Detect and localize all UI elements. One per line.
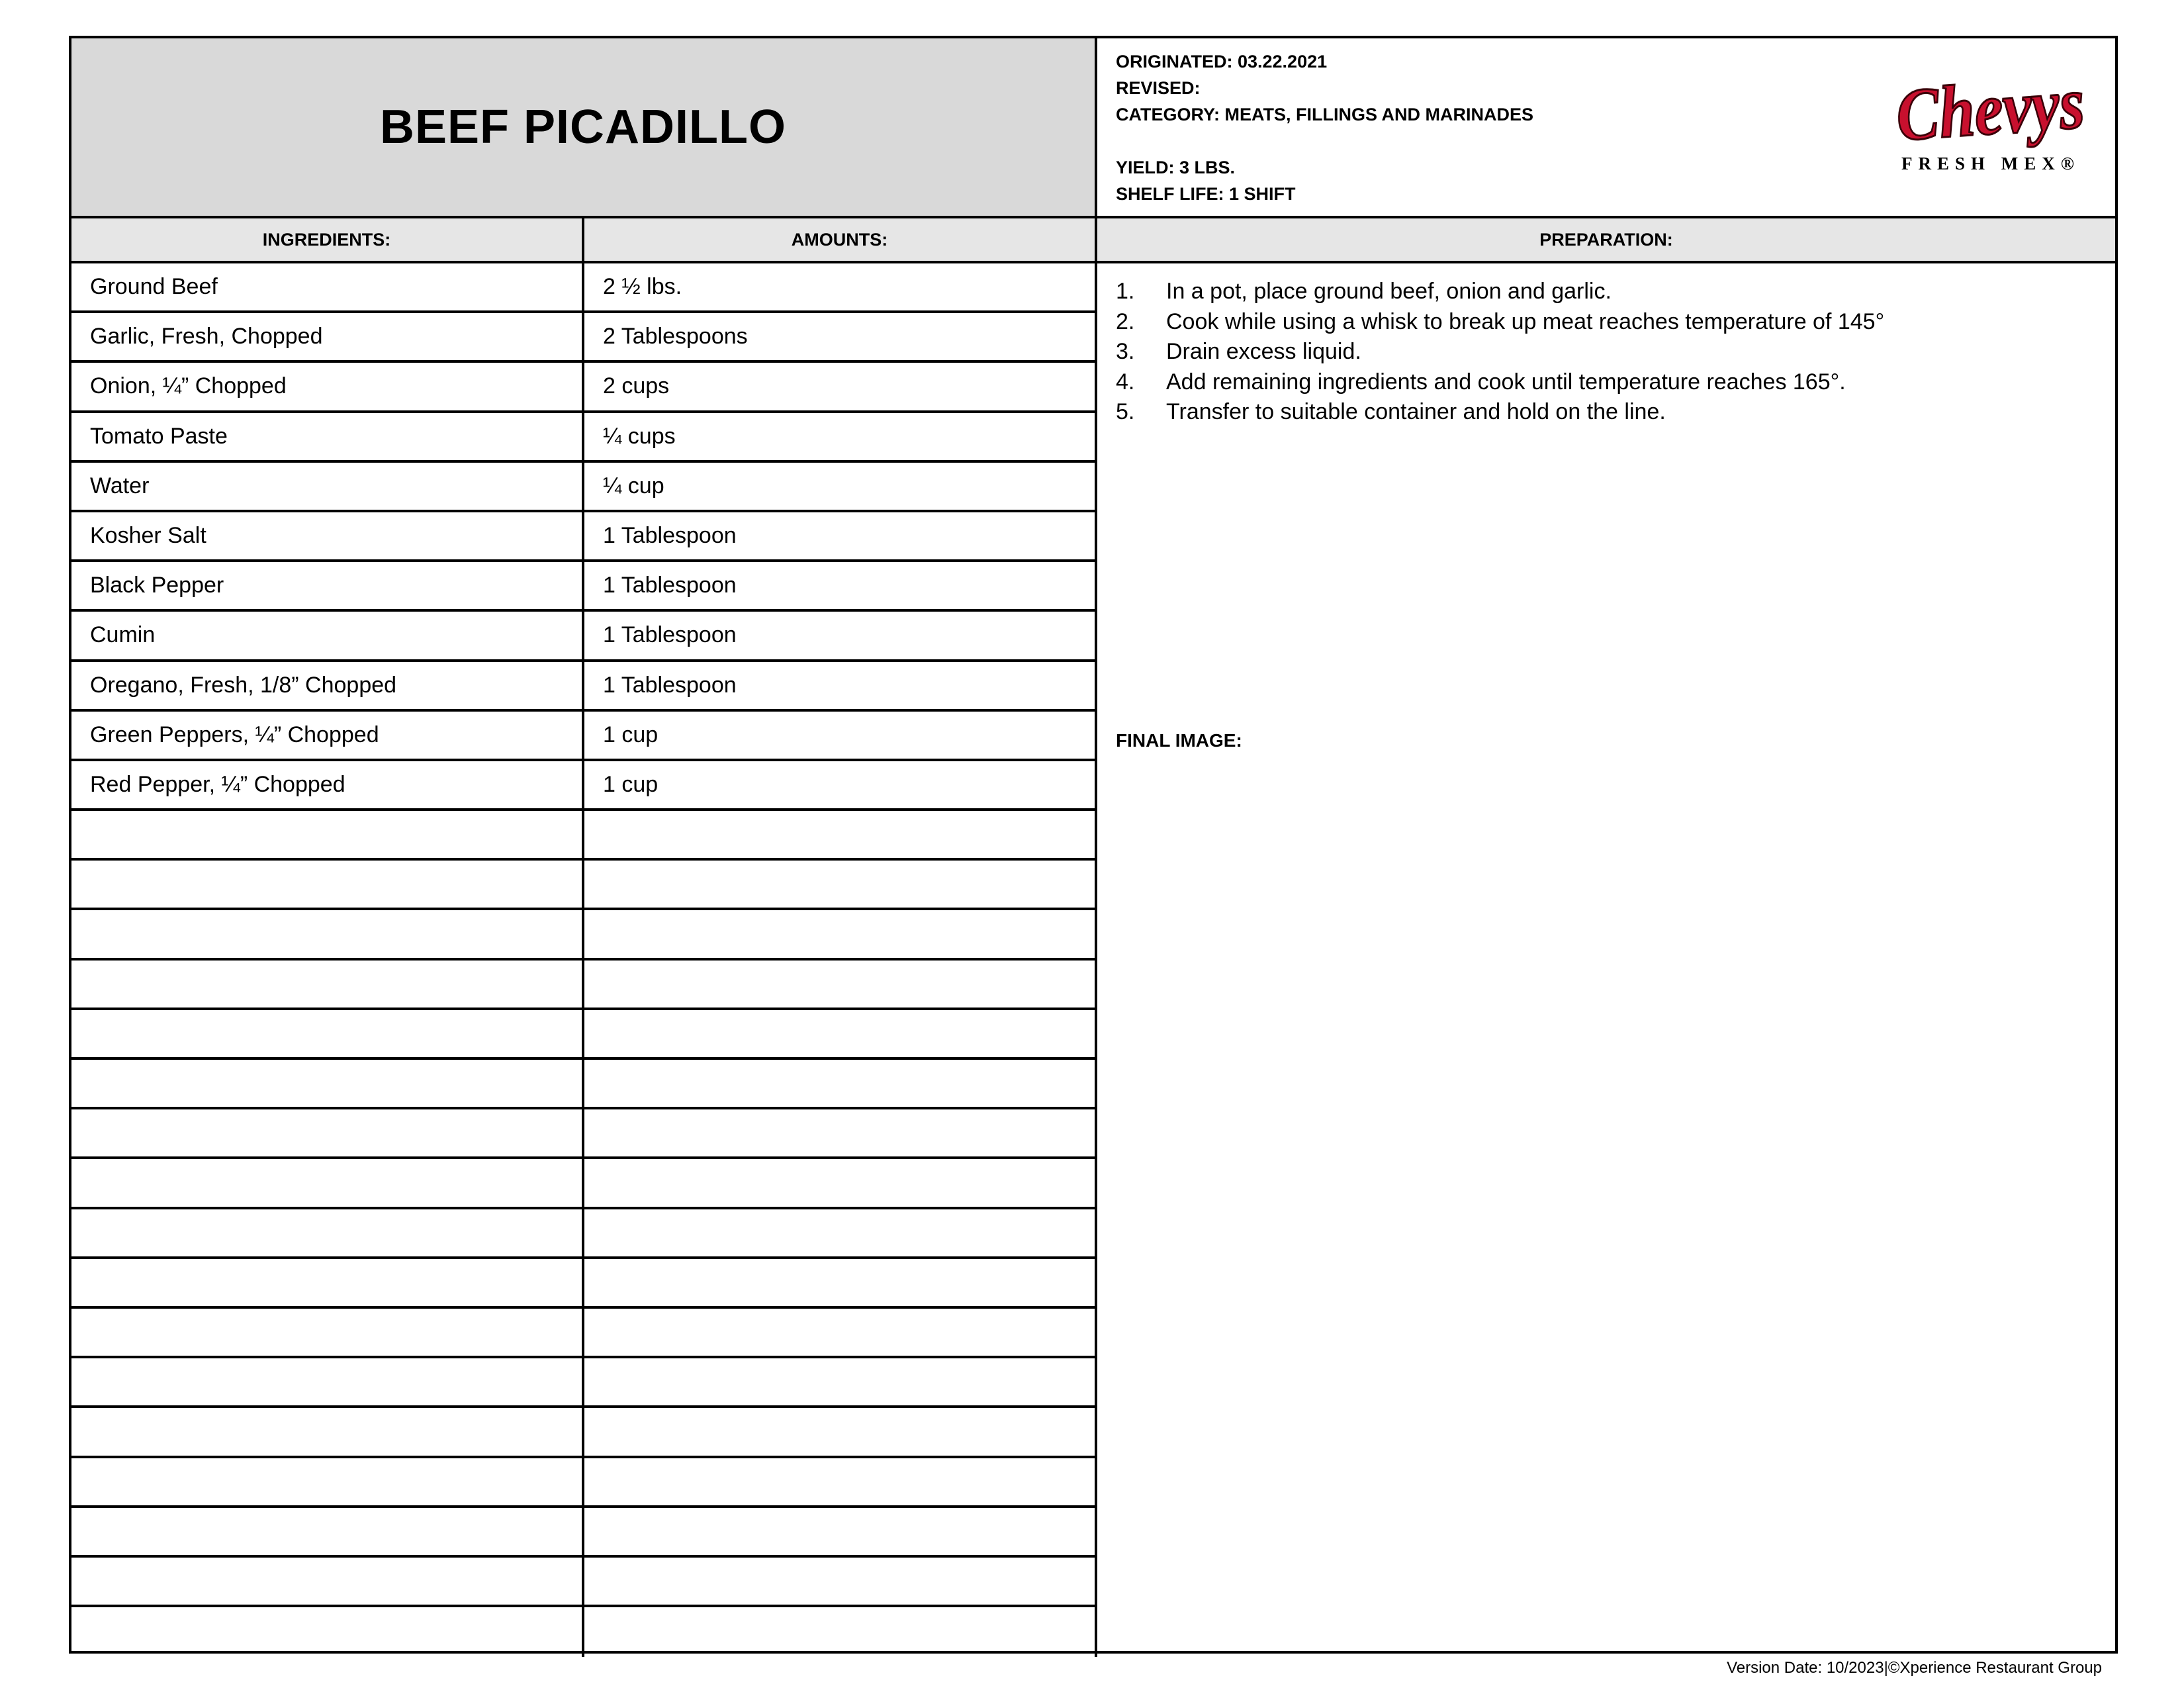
- ingredient-name: [71, 1508, 584, 1555]
- table-row: [71, 712, 1097, 761]
- table-row: [71, 1010, 1097, 1060]
- ingredient-name: [71, 1558, 584, 1605]
- ingredient-name: [71, 1109, 584, 1156]
- ingredient-name: Water: [71, 463, 584, 510]
- yield: YIELD: 3 LBS.: [1116, 158, 1236, 177]
- table-row: [71, 1408, 1097, 1458]
- ingredient-amount: [584, 861, 1097, 908]
- table-row: [71, 961, 1097, 1010]
- ingredient-name: Black Pepper: [71, 562, 584, 609]
- recipe-meta: [1097, 38, 2115, 218]
- table-row: [71, 263, 1097, 313]
- ingredient-name: [71, 961, 584, 1008]
- ingredient-amount: 2 Tablespoons: [584, 313, 1097, 360]
- ingredient-name: [71, 861, 584, 908]
- step-number: 1.: [1116, 279, 1135, 304]
- ingredient-name: Tomato Paste: [71, 413, 584, 460]
- ingredient-amount: 1 cup: [584, 761, 1097, 808]
- step-text: Add remaining ingredients and cook until temperature reaches 165°.: [1166, 369, 1846, 395]
- step-text: Cook while using a whisk to break up meat reaches temperature of 145°: [1166, 308, 1885, 334]
- ingredient-name: Ground Beef: [71, 263, 584, 310]
- table-row: [71, 861, 1097, 910]
- originated-date: ORIGINATED: 03.22.2021: [1116, 52, 1328, 71]
- table-row: [71, 1209, 1097, 1259]
- logo-tagline: FRESH MEX®: [1901, 154, 2080, 173]
- step-number: 3.: [1116, 339, 1135, 364]
- ingredient-name: Green Peppers, ¼” Chopped: [71, 712, 584, 759]
- preparation-step: [1116, 277, 1884, 307]
- ingredient-amount: [584, 1010, 1097, 1057]
- table-row: [71, 811, 1097, 861]
- ingredient-amount: [584, 1209, 1097, 1256]
- preparation-cell: [1097, 263, 2115, 1651]
- ingredient-name: [71, 1159, 584, 1206]
- ingredient-amount: ¼ cups: [584, 413, 1097, 460]
- ingredient-name: [71, 1358, 584, 1405]
- preparation-step: [1116, 397, 1884, 428]
- ingredient-amount: [584, 1259, 1097, 1306]
- ingredient-amount: [584, 1508, 1097, 1555]
- ingredient-amount: [584, 1558, 1097, 1605]
- table-row: [71, 1558, 1097, 1607]
- amounts-header: AMOUNTS:: [584, 218, 1097, 263]
- preparation-step: [1116, 367, 1884, 398]
- ingredient-name: [71, 811, 584, 858]
- preparation-step: [1116, 307, 1884, 338]
- table-row: [71, 413, 1097, 463]
- table-row: [71, 1159, 1097, 1209]
- ingredient-name: [71, 1458, 584, 1505]
- ingredient-name: [71, 1259, 584, 1306]
- chevys-logo: [1891, 60, 2117, 181]
- ingredient-amount: 2 ½ lbs.: [584, 263, 1097, 310]
- table-row: [71, 1458, 1097, 1508]
- preparation-steps: [1116, 277, 1884, 428]
- ingredient-amount: [584, 1159, 1097, 1206]
- table-row: [71, 910, 1097, 960]
- table-row: [71, 463, 1097, 512]
- ingredient-name: Cumin: [71, 612, 584, 659]
- table-row: [71, 562, 1097, 612]
- table-row: [71, 612, 1097, 661]
- ingredient-name: [71, 1010, 584, 1057]
- table-row: [71, 1358, 1097, 1408]
- recipe-card: [69, 36, 2118, 1654]
- ingredient-table: [71, 263, 1097, 1657]
- ingredient-amount: [584, 1358, 1097, 1405]
- ingredient-amount: 1 Tablespoon: [584, 612, 1097, 659]
- ingredient-amount: [584, 1309, 1097, 1356]
- step-number: 2.: [1116, 308, 1135, 334]
- ingredient-amount: [584, 910, 1097, 957]
- ingredient-amount: 1 cup: [584, 712, 1097, 759]
- ingredient-amount: [584, 1408, 1097, 1455]
- table-row: [71, 313, 1097, 363]
- ingredient-amount: 1 Tablespoon: [584, 562, 1097, 609]
- ingredient-amount: [584, 1458, 1097, 1505]
- version-footer: Version Date: 10/2023|©Xperience Restaurant Group: [1727, 1659, 2102, 1677]
- ingredient-amount: 2 cups: [584, 363, 1097, 410]
- step-number: 5.: [1116, 399, 1135, 424]
- step-number: 4.: [1116, 369, 1135, 395]
- ingredient-amount: [584, 1060, 1097, 1107]
- page-title: BEEF PICADILLO: [379, 101, 786, 154]
- revised-date: REVISED:: [1116, 78, 1201, 98]
- table-row: [71, 363, 1097, 412]
- table-row: [71, 1508, 1097, 1558]
- ingredient-name: [71, 1209, 584, 1256]
- table-row: [71, 1060, 1097, 1109]
- table-row: [71, 761, 1097, 811]
- ingredient-name: [71, 910, 584, 957]
- ingredient-name: [71, 1060, 584, 1107]
- ingredient-name: [71, 1309, 584, 1356]
- table-row: [71, 662, 1097, 712]
- table-row: [71, 512, 1097, 562]
- ingredient-amount: [584, 961, 1097, 1008]
- title-cell: [71, 38, 1097, 218]
- step-text: In a pot, place ground beef, onion and garlic.: [1166, 279, 1612, 304]
- ingredient-name: Oregano, Fresh, 1/8” Chopped: [71, 662, 584, 709]
- preparation-step: [1116, 337, 1884, 367]
- preparation-header: PREPARATION:: [1097, 218, 2115, 263]
- table-row: [71, 1309, 1097, 1358]
- final-image-label: FINAL IMAGE:: [1116, 730, 1242, 751]
- shelf-life: SHELF LIFE: 1 SHIFT: [1116, 184, 1296, 204]
- ingredient-amount: [584, 811, 1097, 858]
- ingredient-amount: 1 Tablespoon: [584, 512, 1097, 559]
- logo-wordmark: Chevys: [1893, 60, 2117, 157]
- ingredient-amount: ¼ cup: [584, 463, 1097, 510]
- ingredients-header: INGREDIENTS:: [71, 218, 584, 263]
- ingredient-name: [71, 1408, 584, 1455]
- ingredient-amount: [584, 1607, 1097, 1657]
- ingredient-name: [71, 1607, 584, 1657]
- category: CATEGORY: MEATS, FILLINGS AND MARINADES: [1116, 105, 1533, 124]
- ingredient-amount: [584, 1109, 1097, 1156]
- ingredient-name: Garlic, Fresh, Chopped: [71, 313, 584, 360]
- step-text: Transfer to suitable container and hold on the line.: [1166, 399, 1666, 424]
- ingredient-name: Red Pepper, ¼” Chopped: [71, 761, 584, 808]
- table-row: [71, 1259, 1097, 1309]
- ingredient-name: Kosher Salt: [71, 512, 584, 559]
- ingredient-name: Onion, ¼” Chopped: [71, 363, 584, 410]
- table-row: [71, 1607, 1097, 1657]
- step-text: Drain excess liquid.: [1166, 339, 1361, 364]
- table-row: [71, 1109, 1097, 1159]
- ingredient-amount: 1 Tablespoon: [584, 662, 1097, 709]
